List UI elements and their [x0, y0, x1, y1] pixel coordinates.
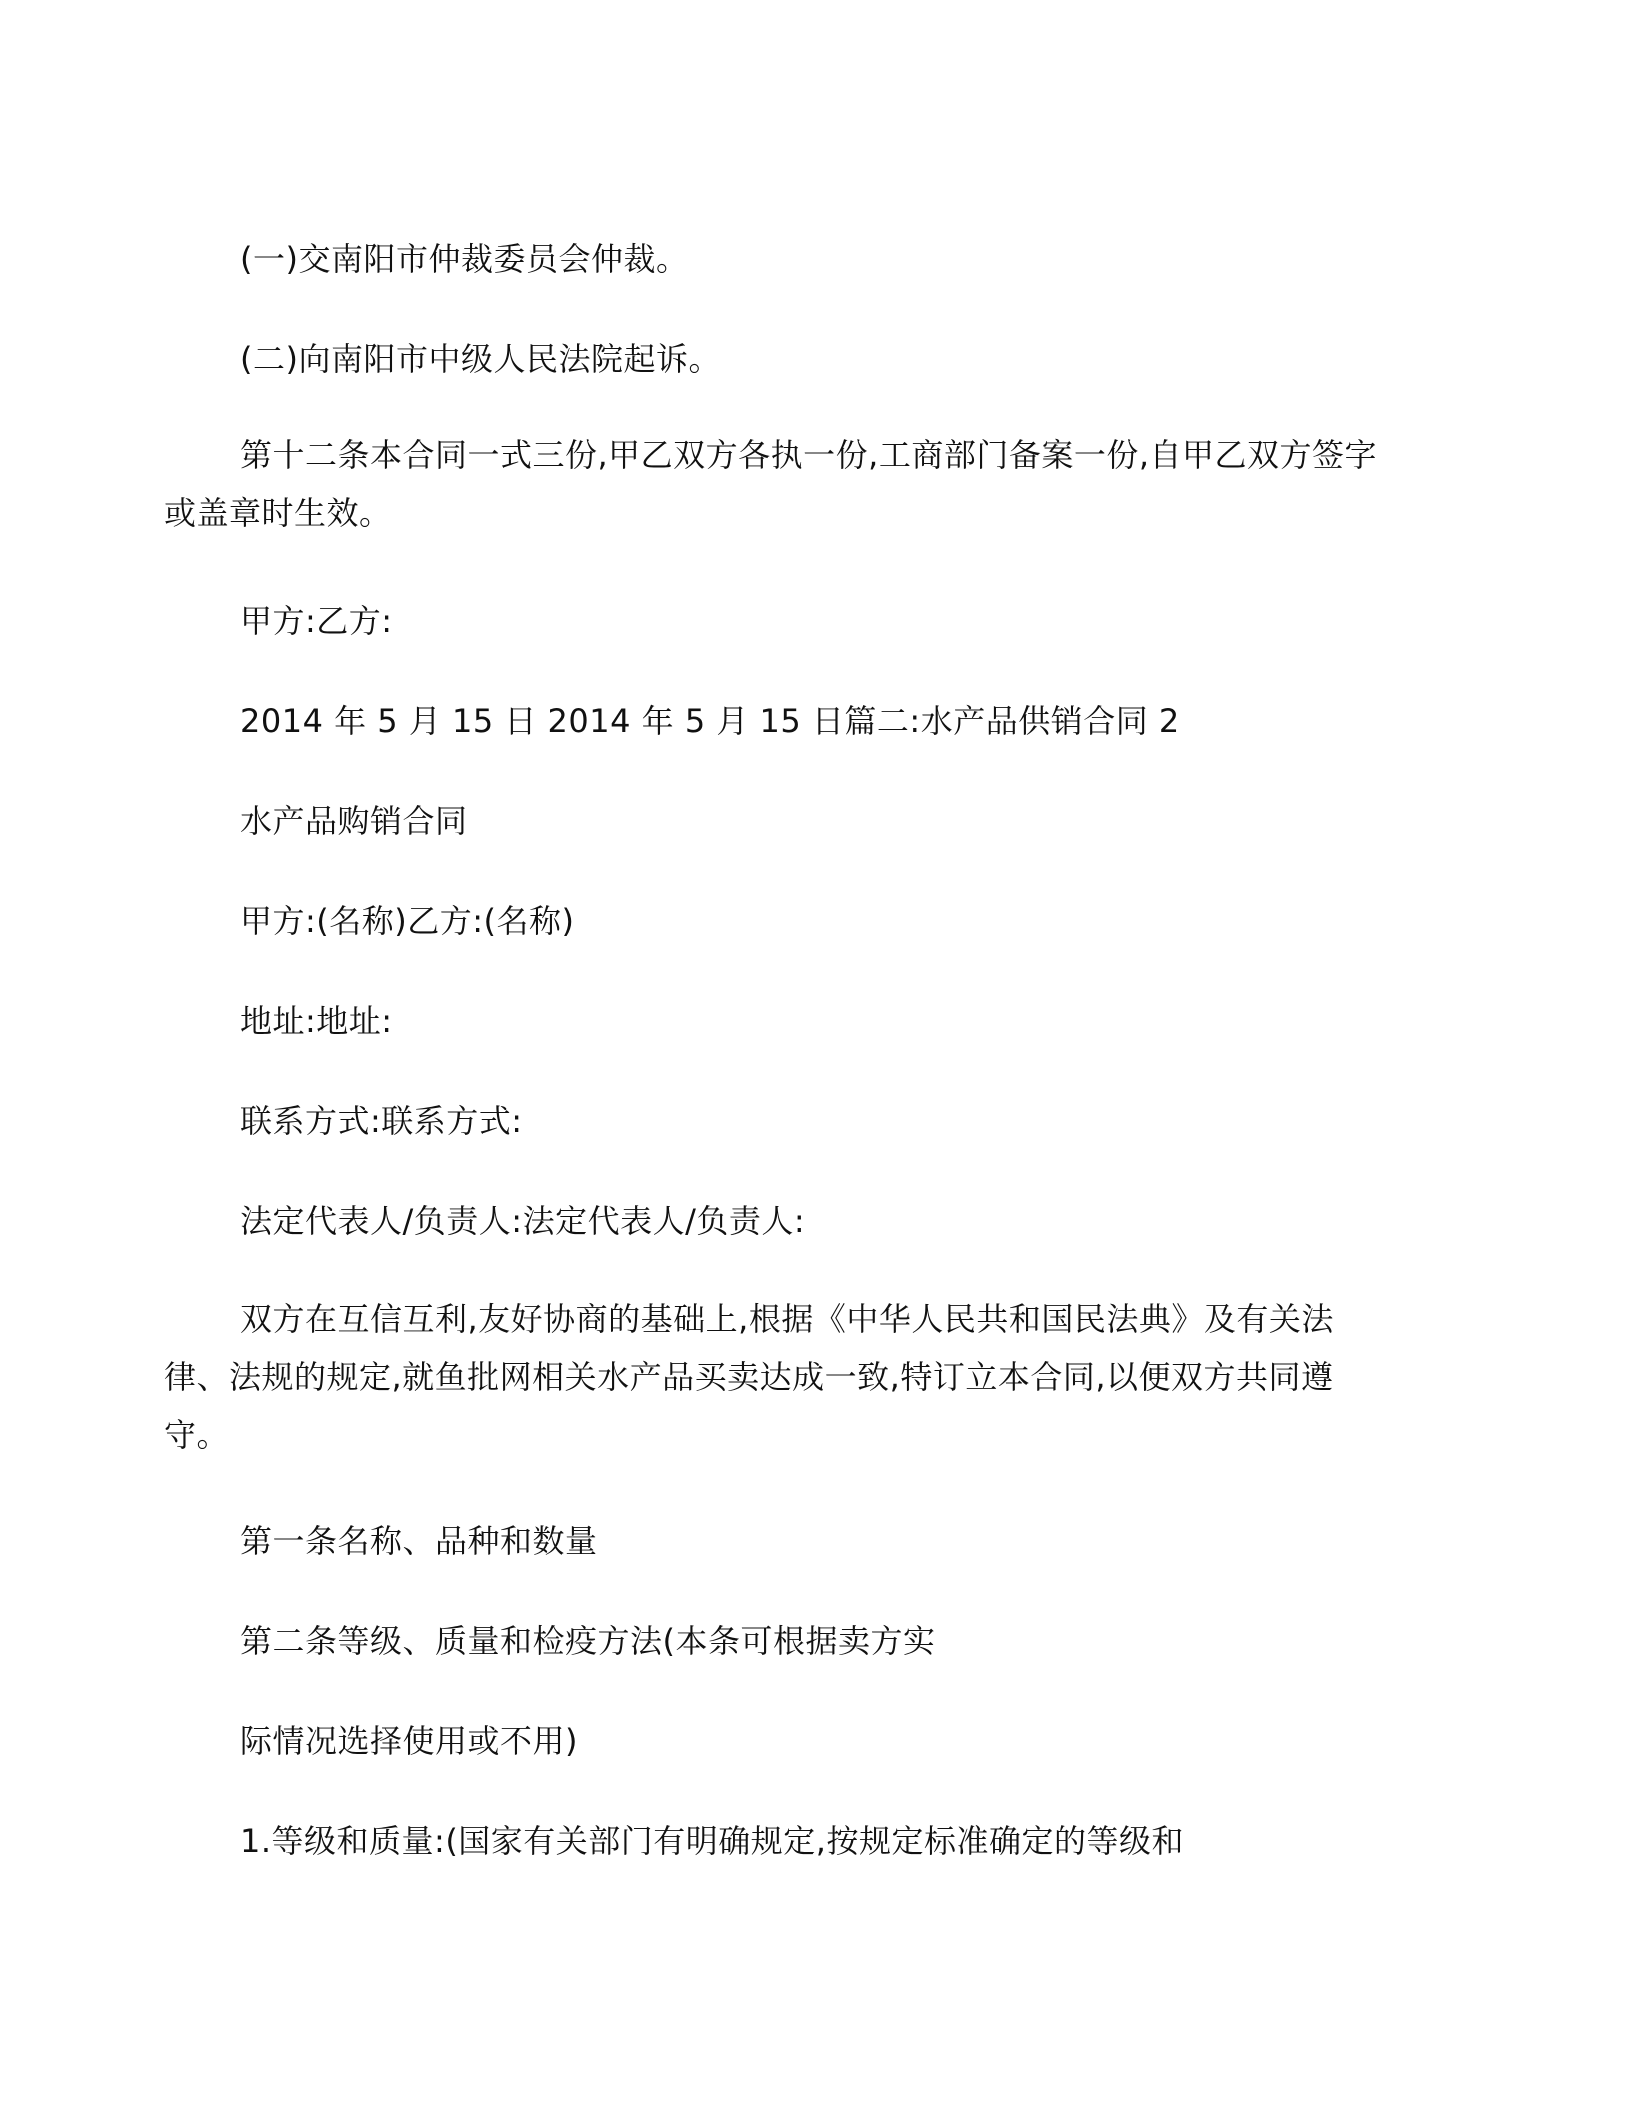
paragraph-article-1: 第一条名称、品种和数量 [240, 1522, 598, 1560]
paragraph-contract-title: 水产品购销合同 [240, 802, 468, 840]
paragraph-parties: 甲方:乙方: [240, 602, 393, 640]
paragraph-dates: 2014 年 5 月 15 日 2014 年 5 月 15 日篇二:水产品供销合同 2 [240, 702, 1180, 740]
paragraph-address: 地址:地址: [240, 1002, 393, 1040]
paragraph-lawsuit: (二)向南阳市中级人民法院起诉。 [240, 340, 721, 378]
paragraph-grade-quality: 1.等级和质量:(国家有关部门有明确规定,按规定标准确定的等级和 [240, 1822, 1184, 1860]
paragraph-arbitration: (一)交南阳市仲裁委员会仲裁。 [240, 240, 689, 278]
paragraph-preamble: 双方在互信互利,友好协商的基础上,根据《中华人民共和国民法典》及有关法律、法规的规定,就鱼批网相关水产品买卖达成一致,特订立本合同,以便双方共同遵守。 [164, 1300, 1334, 1454]
paragraph-party-names: 甲方:(名称)乙方:(名称) [240, 902, 575, 940]
paragraph-contact: 联系方式:联系方式: [240, 1102, 523, 1140]
paragraph-article-12: 第十二条本合同一式三份,甲乙双方各执一份,工商部门备案一份,自甲乙双方签字或盖章时生效。 [164, 436, 1378, 532]
paragraph-article-2-cont: 际情况选择使用或不用) [240, 1722, 578, 1760]
paragraph-representative: 法定代表人/负责人:法定代表人/负责人: [240, 1202, 806, 1240]
paragraph-article-2: 第二条等级、质量和检疫方法(本条可根据卖方实 [240, 1622, 936, 1660]
